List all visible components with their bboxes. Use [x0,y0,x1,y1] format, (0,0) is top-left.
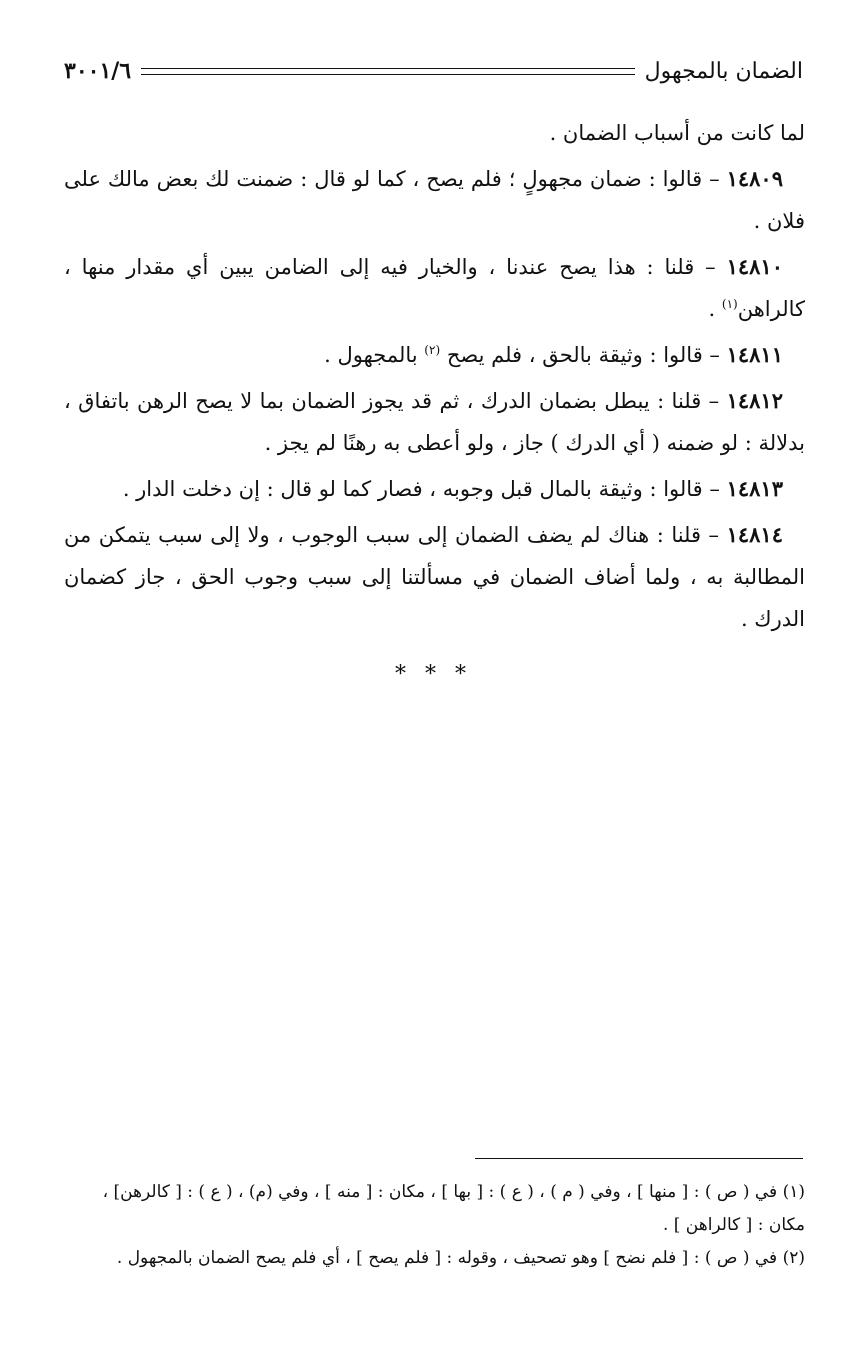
continuation-line: لما كانت من أسباب الضمان . [549,121,805,145]
body-text [64,112,805,644]
header-double-rule [141,68,634,75]
footnote-reference[interactable]: (١) [721,297,738,311]
issue-text-end: . [708,297,722,321]
issue-number: ١٤٨١٣ [726,476,783,501]
running-title: الضمان بالمجهول [644,58,803,84]
issue-number: ١٤٨١٤ [726,522,783,547]
footnote-divider [475,1158,803,1159]
issue-text: – قالوا : وثيقة بالحق ، فلم يصح [446,343,720,367]
issue-number: ١٤٨١٢ [726,388,783,413]
issue-paragraph [64,514,805,640]
issue-text: – قلنا : هناك لم يضف الضمان إلى سبب الوجوب ، ولا إلى سبب يتمكن من المطالبة به ، ولما أضاف الضمان في مسألتنا إلى سبب وجوب الحق ، جاز كضمان الدرك . [64,523,805,631]
footnote: (١) في ( ص ) : [ منها ] ، وفي ( م ) ، ( ع ) : [ بها ] ، مكان : [ منه ] ، وفي (م) ، ( ع ) : [ كالرهن] ، مكان : [ كالراهن ] . [102,1182,805,1235]
issue-number: ١٤٨١٠ [726,254,783,279]
issue-text: – قالوا : ضمان مجهولٍ ؛ فلم يصح ، كما لو قال : ضمنت لك بعض مالك على فلان . [64,167,805,233]
issue-paragraph [64,468,805,510]
footnote: (٢) في ( ص ) : [ فلم نضح ] وهو تصحيف ، وقوله : [ فلم يصح ] ، أي فلم يصح الضمان بالمجهول . [116,1248,805,1268]
issue-text-end: بالمجهول . [324,343,425,367]
issue-paragraph [64,380,805,464]
issue-paragraph [64,246,805,330]
issue-number: ١٤٨١١ [726,342,783,367]
issue-text: – قلنا : هذا يصح عندنا ، والخيار فيه إلى الضامن يبين أي مقدار منها ، كالراهن [64,255,805,321]
issue-text: – قالوا : وثيقة بالمال قبل وجوبه ، فصار كما لو قال : إن دخلت الدار . [122,477,720,501]
page-number: ٣٠٠١/٦ [64,58,132,84]
footnote-reference[interactable]: (٢) [424,343,441,357]
footnotes [62,1176,805,1275]
issue-paragraph [64,158,805,242]
issue-text: – قلنا : يبطل بضمان الدرك ، ثم قد يجوز الضمان بما لا يصح الرهن باتفاق ، بدلالة : لو ضمنه ( أي الدرك ) جاز ، ولو أعطى به رهنًا لم يجز . [64,389,805,455]
running-header [64,56,803,86]
issue-paragraph [64,334,805,376]
issue-number: ١٤٨٠٩ [726,166,783,191]
section-separator: * * * [395,662,472,687]
